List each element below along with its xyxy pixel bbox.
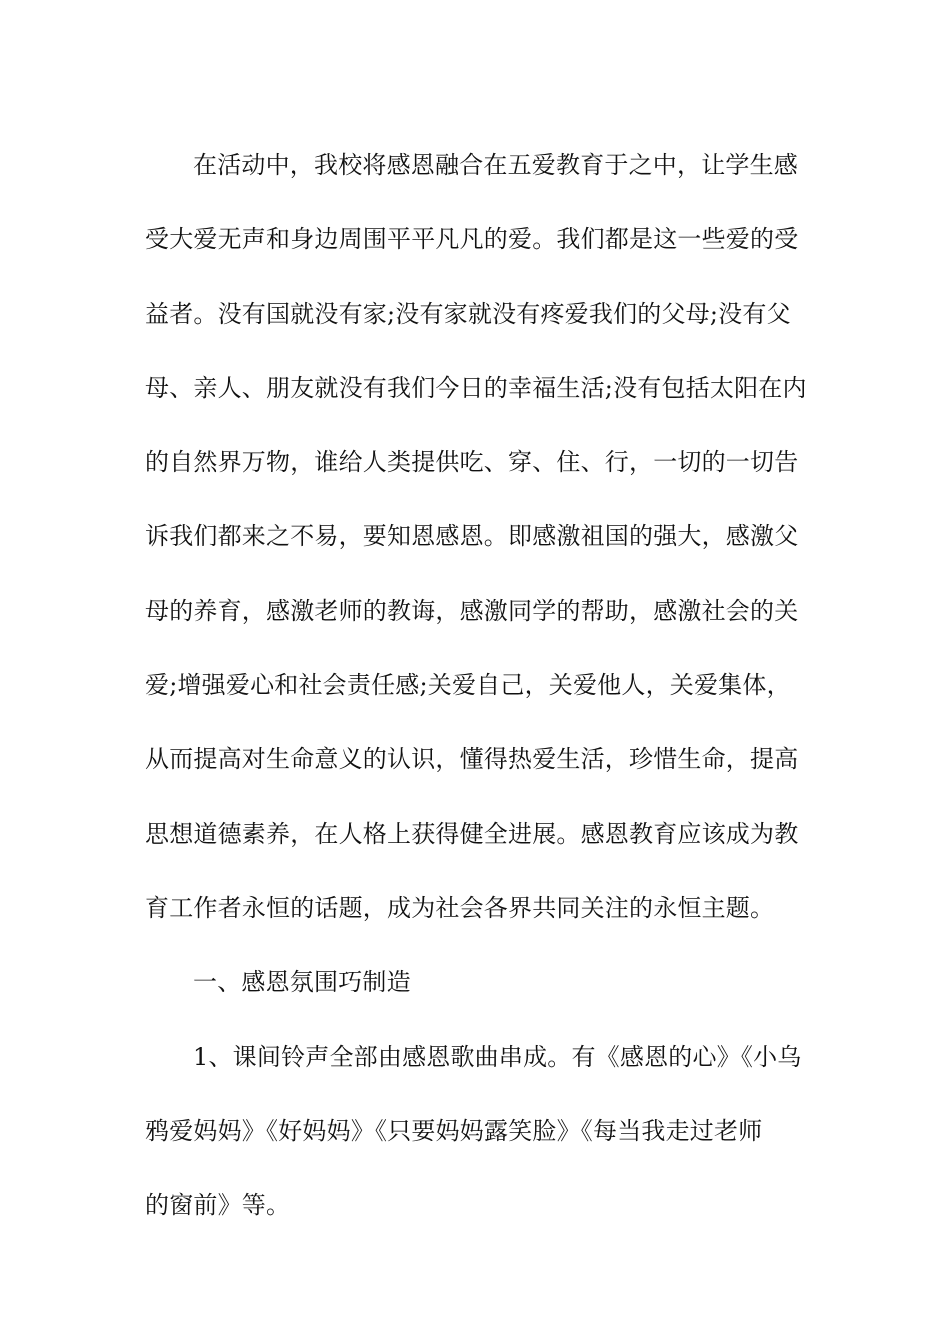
section-heading [145,945,805,1019]
text-line: 母的养育，感激老师的教诲，感激同学的帮助，感激社会的关 [145,596,799,625]
text-line: 的自然界万物，谁给人类提供吃、穿、住、行，一切的一切告 [145,448,799,477]
text-line: 爱;增强爱心和社会责任感;关爱自己，关爱他人，关爱集体， [145,671,791,700]
text-line: 受大爱无声和身边周围平平凡凡的爱。我们都是这一些爱的受 [145,225,799,254]
text-line: 在活动中，我校将感恩融合在五爱教育于之中，让学生感 [193,151,798,179]
paragraph-item-1 [145,1020,805,1243]
text-line: 的窗前》等。 [145,1191,291,1220]
heading-line: 一、感恩氛围巧制造 [193,968,411,997]
text-line: 母、亲人、朋友就没有我们今日的幸福生活;没有包括太阳在内 [145,373,807,402]
text-line: 从而提高对生命意义的认识，懂得热爱生活，珍惜生命，提高 [145,745,799,774]
text-line: 1、课间铃声全部由感恩歌曲串成。有《感恩的心》《小乌 [193,1042,802,1071]
text-line: 鸦爱妈妈》《好妈妈》《只要妈妈露笑脸》《每当我走过老师 [145,1116,763,1145]
text-line: 育工作者永恒的话题，成为社会各界共同关注的永恒主题。 [145,893,775,922]
paragraph-intro [145,128,805,945]
text-line: 益者。没有国就没有家;没有家就没有疼爱我们的父母;没有父 [145,299,791,328]
text-line: 诉我们都来之不易，要知恩感恩。即感激祖国的强大，感激父 [145,522,799,551]
document-body [145,128,805,1242]
text-line: 思想道德素养，在人格上获得健全进展。感恩教育应该成为教 [145,819,799,848]
